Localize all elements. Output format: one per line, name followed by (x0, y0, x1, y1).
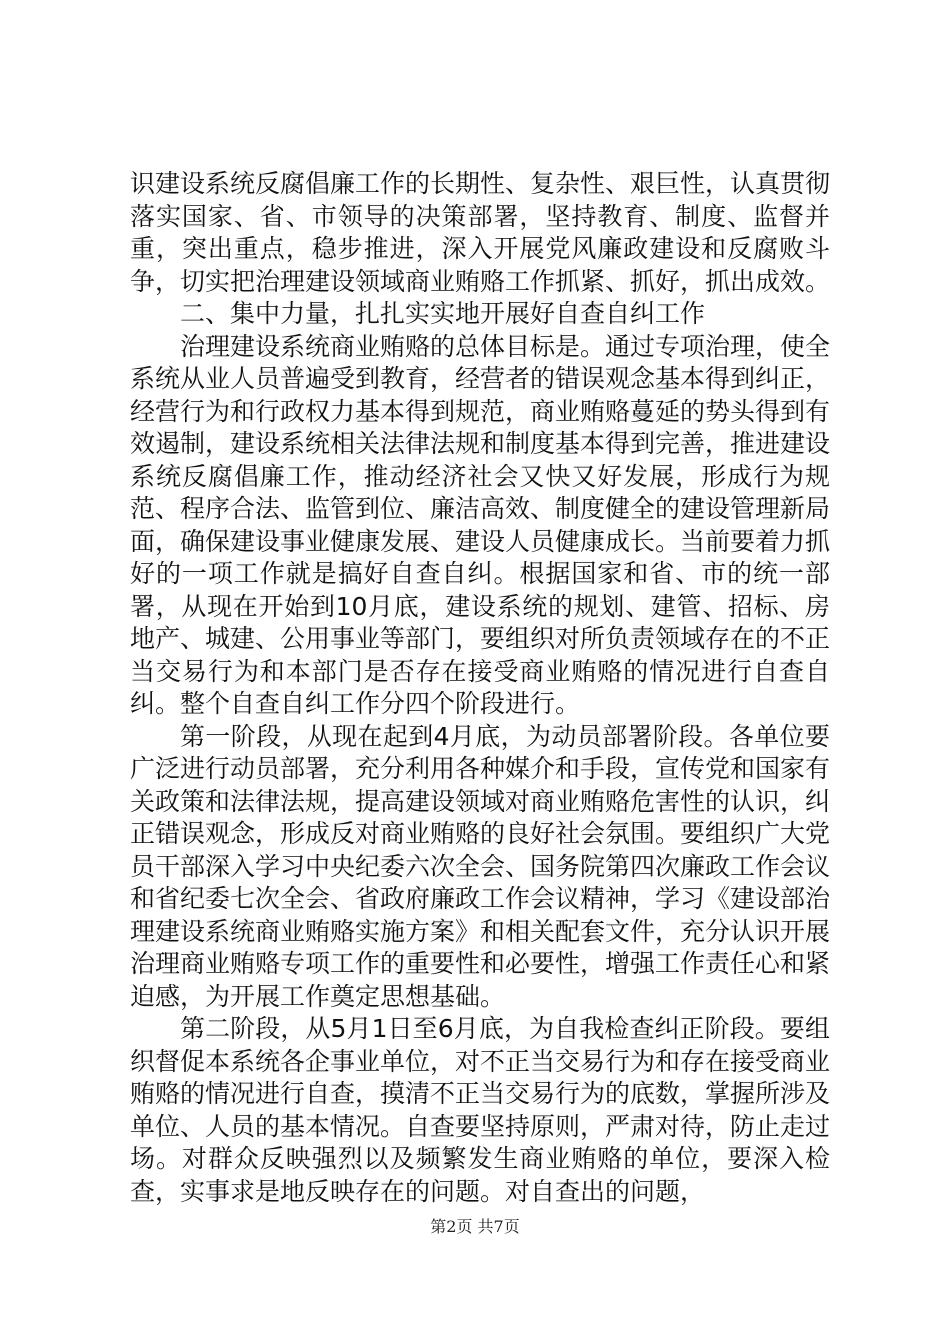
document-body (130, 168, 830, 1208)
paragraph-phase-one: 第一阶段，从现在起到4月底，为动员部署阶段。各单位要广泛进行动员部署，充分利用各种媒介和手段，宣传党和国家有关政策和法律法规，提高建设领域对商业贿赂危害性的认识，纠正错误观念，形成反对商业贿赂的良好社会氛围。要组织广大党员干部深入学习中央纪委六次全会、国务院第四次廉政工作会议和省纪委七次全会、省政府廉政工作会议精神，学习《建设部治理建设系统商业贿赂实施方案》和相关配套文件，充分认识开展治理商业贿赂专项工作的重要性和必要性，增强工作责任心和紧迫感，为开展工作奠定思想基础。 (130, 721, 831, 1011)
paragraph-phase-two: 第二阶段，从5月1日至6月底，为自我检查纠正阶段。要组织督促本系统各企事业单位，对不正当交易行为和存在接受商业贿赂的情况进行自查，摸清不正当交易行为的底数，掌握所涉及单位、人员的基本情况。自查要坚持原则，严肃对待，防止走过场。对群众反映强烈以及频繁发生商业贿赂的单位，要深入检查，实事求是地反映存在的问题。对自查出的问题， (130, 1014, 831, 1206)
paragraph-continuation: 识建设系统反腐倡廉工作的长期性、复杂性、艰巨性，认真贯彻落实国家、省、市领导的决策部署，坚持教育、制度、监督并重，突出重点，稳步推进，深入开展党风廉政建设和反腐败斗争，切实把治理建设领域商业贿赂工作抓紧、抓好，抓出成效。 (130, 169, 831, 296)
paragraph-overall-goal: 治理建设系统商业贿赂的总体目标是。通过专项治理，使全系统从业人员普遍受到教育，经营者的错误观念基本得到纠正，经营行为和行政权力基本得到规范，商业贿赂蔓延的势头得到有效遏制，建设系统相关法律法规和制度基本得到完善，推进建设系统反腐倡廉工作，推动经济社会又快又好发展，形成行为规范、程序合法、监管到位、廉洁高效、制度健全的建设管理新局面，确保建设事业健康发展、建设人员健康成长。当前要着力抓好的一项工作就是搞好自查自纠。根据国家和省、市的统一部署，从现在开始到10月底，建设系统的规划、建管、招标、房地产、城建、公用事业等部门，要组织对所负责领域存在的不正当交易行为和本部门是否存在接受商业贿赂的情况进行自查自纠。整个自查自纠工作分四个阶段进行。 (130, 331, 831, 718)
page-number-footer: 第2页 共7页 (430, 1217, 520, 1236)
section-heading: 二、集中力量，扎扎实实地开展好自查自纠工作 (180, 299, 706, 328)
